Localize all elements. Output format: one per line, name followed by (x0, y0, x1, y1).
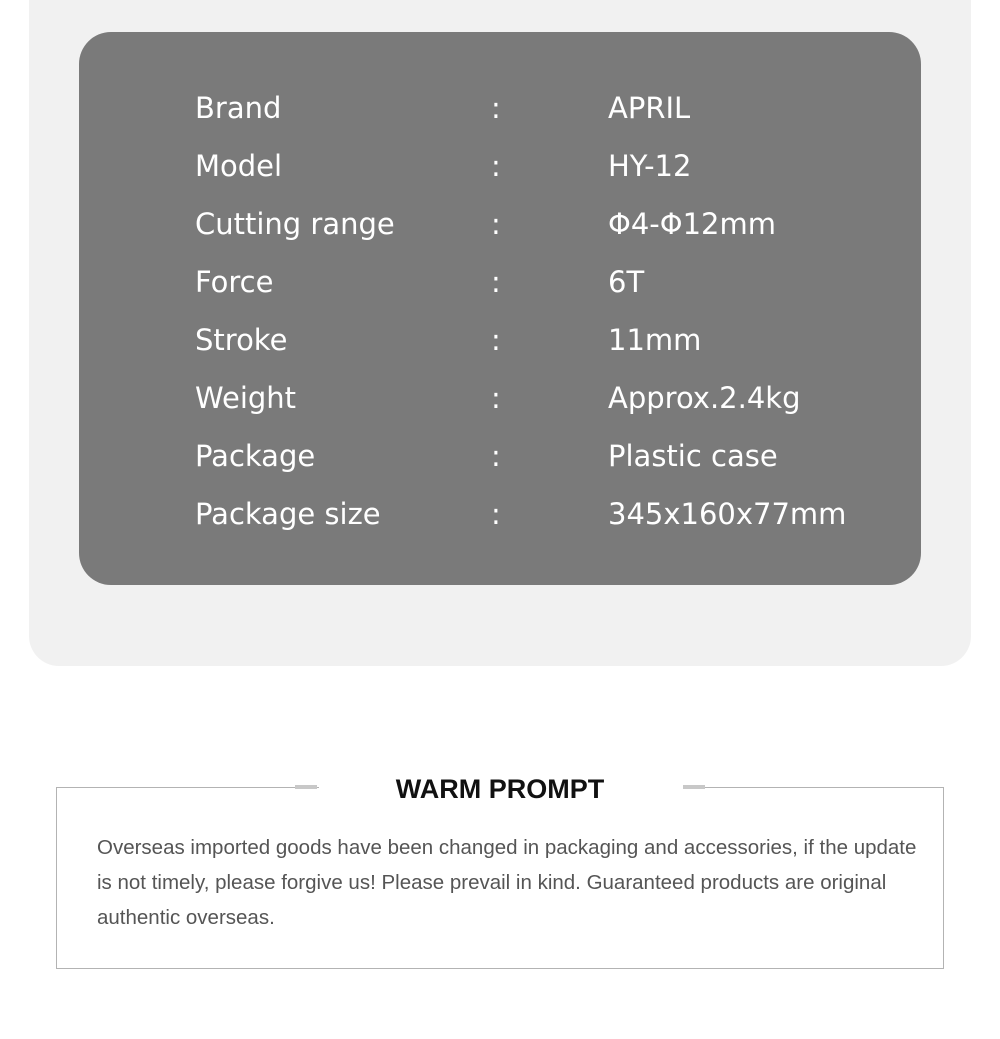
spec-colon: : (491, 149, 501, 183)
spec-colon: : (491, 91, 501, 125)
spec-value: Φ4-Φ12mm (608, 207, 776, 241)
spec-row-package-size (79, 485, 921, 543)
spec-value: Approx.2.4kg (608, 381, 801, 415)
spec-label: Package size (195, 497, 381, 531)
spec-value: 6T (608, 265, 645, 299)
spec-value: HY-12 (608, 149, 692, 183)
spec-value: 11mm (608, 323, 702, 357)
spec-label: Package (195, 439, 316, 473)
spec-row-package (79, 427, 921, 485)
spec-colon: : (491, 439, 501, 473)
spec-colon: : (491, 207, 501, 241)
spec-colon: : (491, 323, 501, 357)
spec-row-force (79, 253, 921, 311)
spec-colon: : (491, 265, 501, 299)
spec-card (79, 32, 921, 585)
spec-row-weight (79, 369, 921, 427)
spec-row-brand (79, 79, 921, 137)
spec-label: Brand (195, 91, 282, 125)
spec-colon: : (491, 497, 501, 531)
spec-label: Cutting range (195, 207, 395, 241)
spec-row-model (79, 137, 921, 195)
warm-prompt-title: WARM PROMPT (395, 774, 605, 804)
spec-colon: : (491, 381, 501, 415)
spec-label: Weight (195, 381, 297, 415)
spec-label: Model (195, 149, 283, 183)
spec-row-cutting-range (79, 195, 921, 253)
spec-value: 345x160x77mm (608, 497, 847, 531)
spec-value: APRIL (608, 91, 691, 125)
spec-row-stroke (79, 311, 921, 369)
spec-label: Force (195, 265, 274, 299)
spec-label: Stroke (195, 323, 288, 357)
spec-value: Plastic case (608, 439, 778, 473)
warm-prompt-text: Overseas imported goods have been changed in packaging and accessories, if the update is not timely, please forgive us! Please prevail in kind. Guaranteed products are original authentic overseas. (97, 836, 917, 929)
